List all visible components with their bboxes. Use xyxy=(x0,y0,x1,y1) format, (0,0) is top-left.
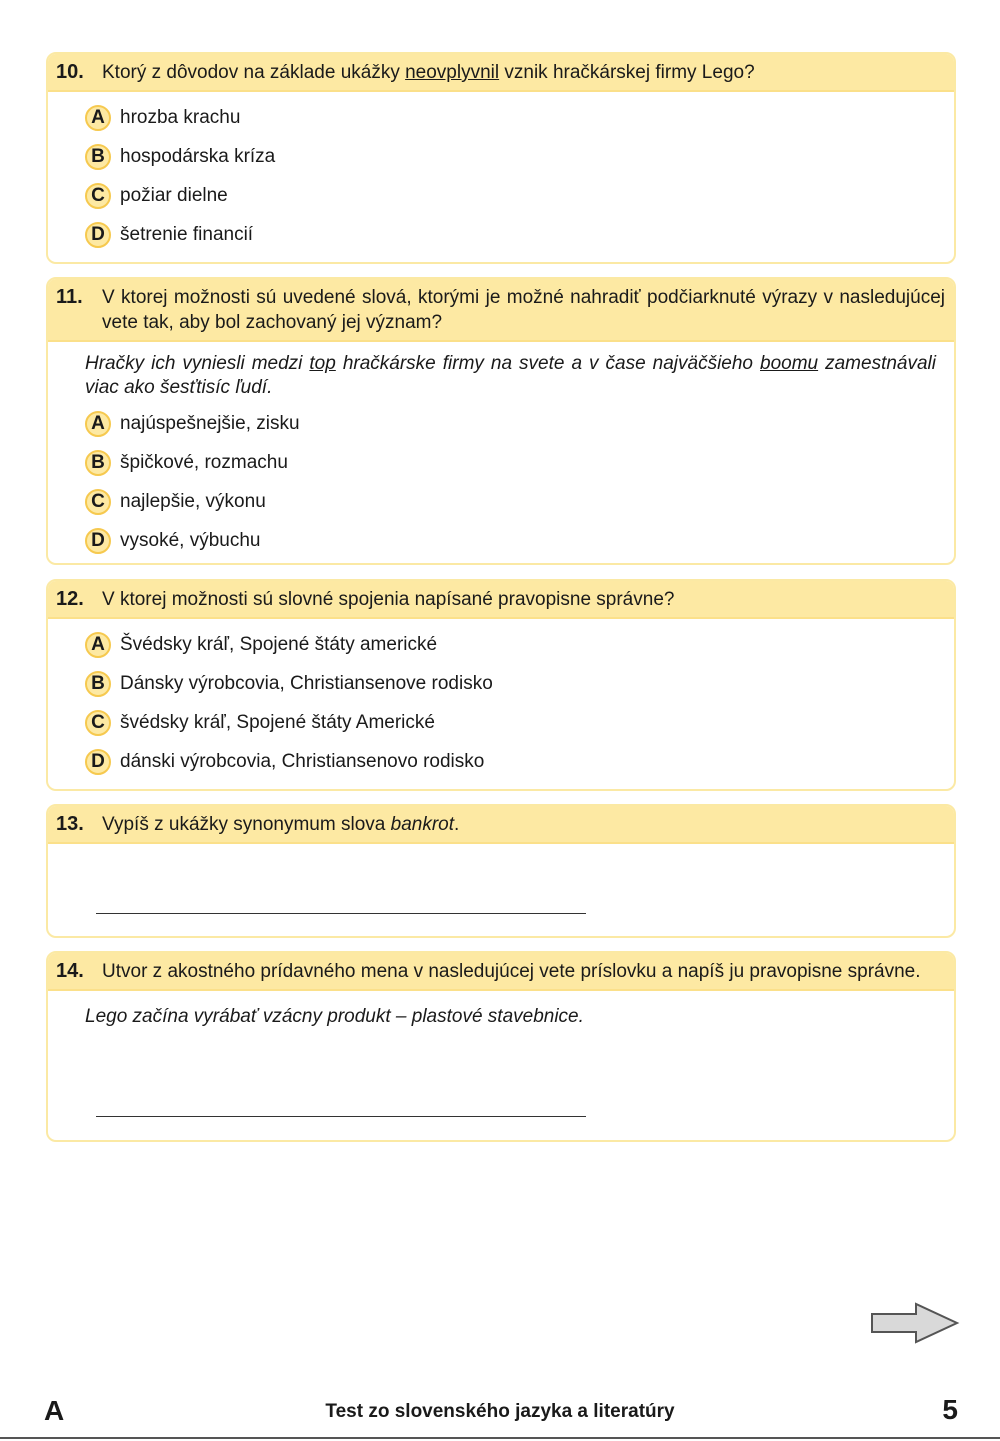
option-text: najlepšie, výkonu xyxy=(120,490,266,512)
question-11 xyxy=(46,277,956,565)
option-a[interactable] xyxy=(85,98,936,137)
option-text: Dánsky výrobcovia, Christiansenove rodisko xyxy=(120,672,493,694)
option-text: Švédsky kráľ, Spojené štáty americké xyxy=(120,633,438,655)
option-text: hrozba krachu xyxy=(120,106,241,128)
question-header xyxy=(48,581,954,619)
question-number: 14. xyxy=(56,960,84,982)
option-text: špičkové, rozmachu xyxy=(120,451,288,473)
question-text: Ktorý z dôvodov na základe ukážky neovplyvnil vznik hračkárskej firmy Lego? xyxy=(102,62,755,83)
option-letter: C xyxy=(85,710,111,736)
question-header xyxy=(48,806,954,844)
question-header xyxy=(48,54,954,92)
option-d[interactable] xyxy=(85,521,936,560)
option-c[interactable] xyxy=(85,482,936,521)
test-variant: A xyxy=(44,1395,65,1426)
option-letter: B xyxy=(85,671,111,697)
question-number: 12. xyxy=(56,588,84,610)
question-13 xyxy=(46,804,956,938)
question-10 xyxy=(46,52,956,264)
options-list xyxy=(48,92,954,264)
question-header xyxy=(48,953,954,991)
footer-divider xyxy=(0,1437,1000,1439)
page-number: 5 xyxy=(942,1394,958,1425)
option-text: vysoké, výbuchu xyxy=(120,529,261,551)
option-letter: D xyxy=(85,749,111,775)
excerpt-sentence: Hračky ich vyniesli medzi top hračkárske firmy na svete a v čase najväčšieho boomu zamestnávali viac ako šesťtisíc ľudí. xyxy=(85,353,936,398)
option-letter: C xyxy=(85,489,111,515)
question-text: V ktorej možnosti sú uvedené slová, ktorými je možné nahradiť podčiarknuté výrazy v nasledujúcej vete tak, aby bol zachovaný jej význam? xyxy=(102,287,945,333)
option-text: dánski výrobcovia, Christiansenovo rodisko xyxy=(120,750,485,772)
option-letter: D xyxy=(85,528,111,554)
right-arrow-icon xyxy=(870,1302,960,1344)
answer-line[interactable] xyxy=(96,1116,586,1117)
option-c[interactable] xyxy=(85,176,936,215)
option-letter: A xyxy=(85,105,111,131)
option-d[interactable] xyxy=(85,215,936,254)
option-letter: A xyxy=(85,411,111,437)
answer-line[interactable] xyxy=(96,913,586,914)
option-d[interactable] xyxy=(85,742,936,781)
option-text: požiar dielne xyxy=(120,184,228,206)
question-number: 11. xyxy=(56,286,83,308)
option-text: najúspešnejšie, zisku xyxy=(120,412,300,434)
option-letter: D xyxy=(85,222,111,248)
option-text: hospodárska kríza xyxy=(120,145,276,167)
question-number: 10. xyxy=(56,61,84,83)
option-letter: B xyxy=(85,450,111,476)
option-c[interactable] xyxy=(85,703,936,742)
question-14 xyxy=(46,951,956,1142)
option-b[interactable] xyxy=(85,664,936,703)
question-header xyxy=(48,279,954,342)
question-12 xyxy=(46,579,956,791)
option-text: švédsky kráľ, Spojené štáty Americké xyxy=(120,711,435,733)
question-text: Vypíš z ukážky synonymum slova bankrot. xyxy=(102,814,460,835)
option-letter: B xyxy=(85,144,111,170)
option-letter: A xyxy=(85,632,111,658)
question-body xyxy=(48,342,954,565)
question-body xyxy=(48,991,954,1043)
option-letter: C xyxy=(85,183,111,209)
question-text: Utvor z akostného prídavného mena v nasledujúcej vete príslovku a napíš ju pravopisne správne. xyxy=(102,961,921,982)
option-b[interactable] xyxy=(85,443,936,482)
options-list xyxy=(48,619,954,791)
footer-title: Test zo slovenského jazyka a literatúry xyxy=(325,1401,675,1422)
option-a[interactable] xyxy=(85,404,936,443)
option-text: šetrenie financií xyxy=(120,223,254,245)
option-a[interactable] xyxy=(85,625,936,664)
excerpt-sentence: Lego začína vyrábať vzácny produkt – plastové stavebnice. xyxy=(85,1006,584,1027)
question-number: 13. xyxy=(56,813,84,835)
option-b[interactable] xyxy=(85,137,936,176)
question-text: V ktorej možnosti sú slovné spojenia napísané pravopisne správne? xyxy=(102,589,675,610)
